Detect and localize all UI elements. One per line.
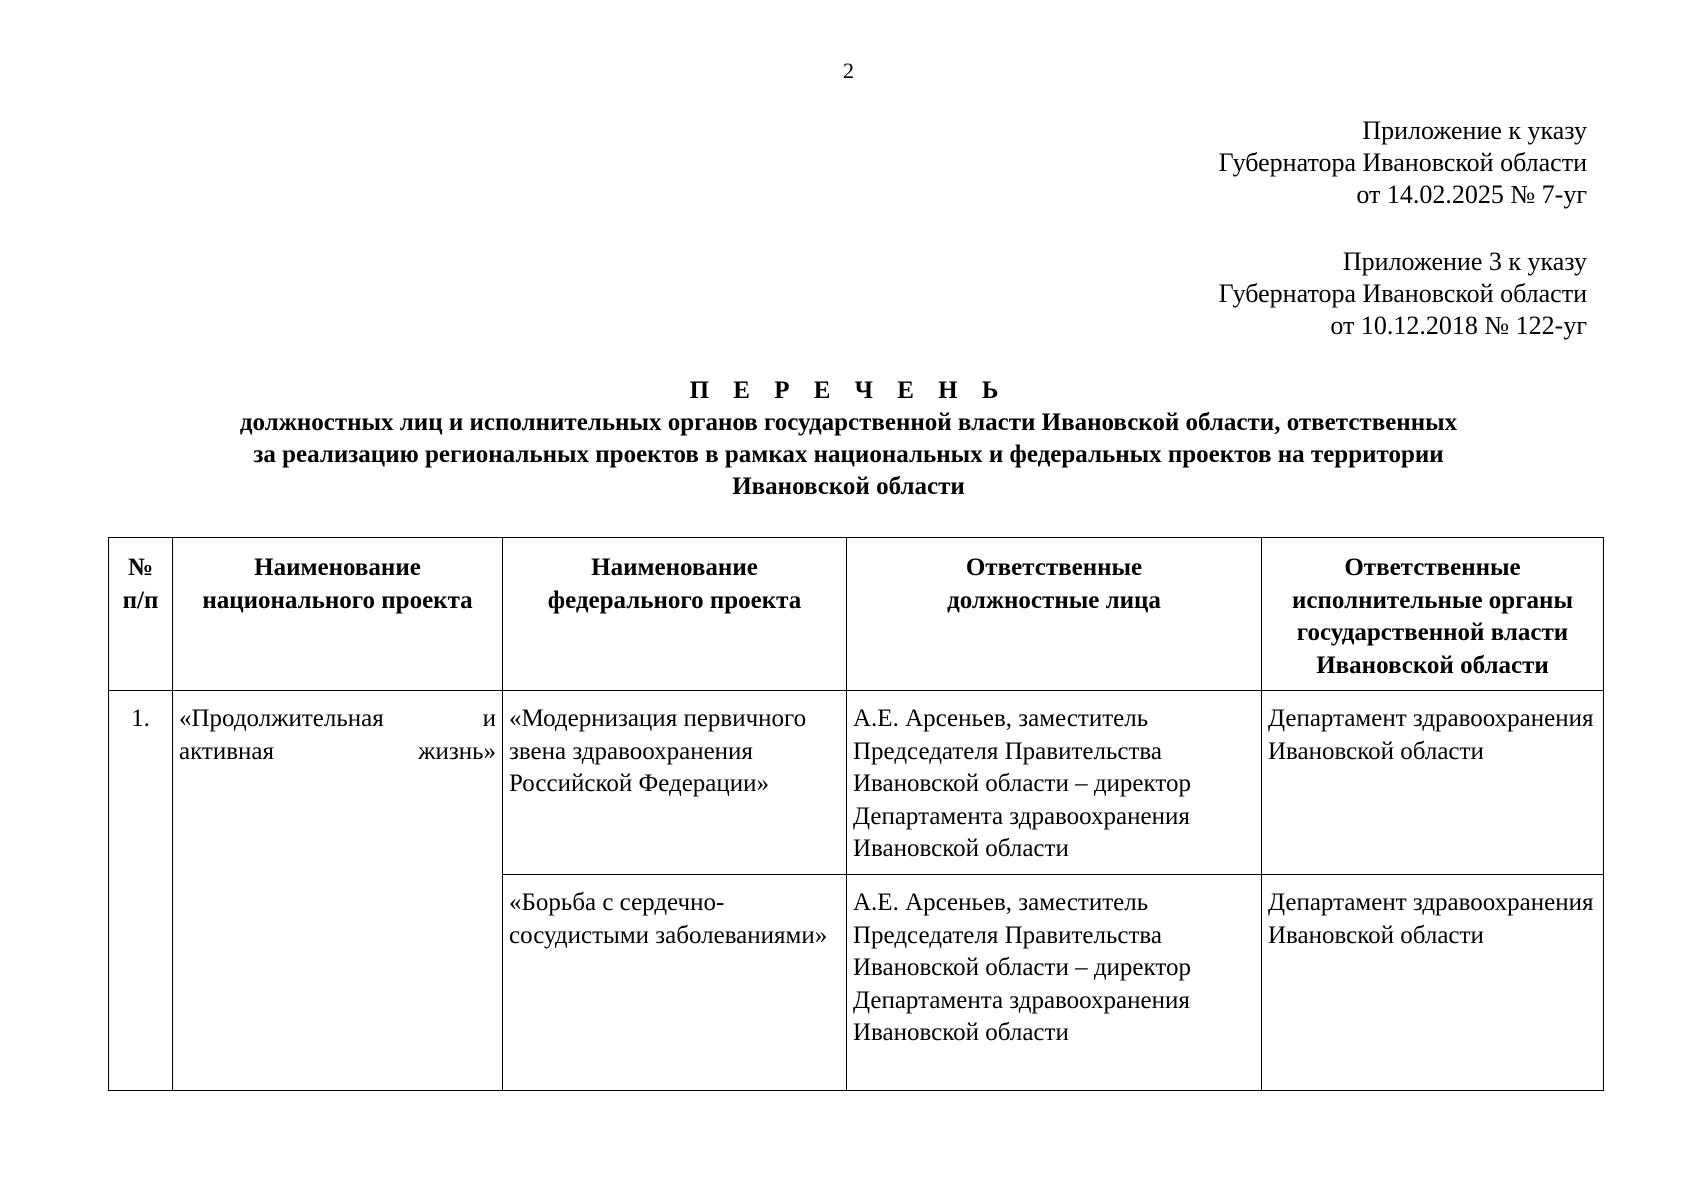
- header-num: [109, 538, 173, 691]
- document-subtitle-line2: за реализацию региональных проектов в рамках национальных и федеральных проектов на территории: [253, 441, 1444, 468]
- header-officials-line1: Ответственные: [965, 554, 1143, 581]
- appendix-original-line2: Губернатора Ивановской области: [1218, 279, 1587, 308]
- table-header-row: [109, 538, 1604, 691]
- document-title: П Е Р Е Ч Е Н Ь: [689, 377, 1008, 404]
- responsible-bodies-cell: Департамент здравоохранения Ивановской области: [1262, 875, 1604, 1091]
- row-number: 1.: [109, 691, 173, 1091]
- header-responsible-officials: [847, 538, 1262, 691]
- appendix-original-line3: от 10.12.2018 № 122-уг: [1330, 311, 1587, 340]
- document-subtitle-line3: Ивановской области: [732, 473, 965, 500]
- appendix-current-line3: от 14.02.2025 № 7-уг: [1356, 180, 1587, 209]
- header-federal-project: [503, 538, 847, 691]
- national-project-cell: «Продолжительная и активная жизнь»: [173, 691, 503, 1091]
- header-num-line1: №: [127, 554, 154, 581]
- header-bodies-line4: Ивановской области: [1316, 651, 1549, 679]
- responsible-bodies-cell: Департамент здравоохранения Ивановской области: [1262, 691, 1604, 875]
- title-block: [100, 375, 1597, 503]
- document-subtitle-line1: должностных лиц и исполнительных органов государственной власти Ивановской области, ответственных: [239, 409, 1458, 436]
- header-federal-line1: Наименование: [591, 554, 758, 581]
- header-national-line1: Наименование: [254, 554, 421, 581]
- projects-table: [108, 537, 1604, 1091]
- appendix-current-line2: Губернатора Ивановской области: [1218, 148, 1587, 177]
- header-officials-line2: должностные лица: [947, 586, 1161, 614]
- header-bodies-line2: исполнительные органы: [1292, 586, 1573, 614]
- header-federal-line2: федерального проекта: [547, 586, 802, 614]
- header-bodies-line1: Ответственные: [1344, 554, 1521, 581]
- page-number: 2: [843, 58, 854, 83]
- appendix-current: [1219, 115, 1587, 211]
- header-bodies-line3: государственной власти: [1296, 619, 1569, 646]
- header-num-line2: п/п: [122, 586, 159, 614]
- federal-project-cell: «Модернизация первичного звена здравоохранения Российской Федерации»: [503, 691, 847, 875]
- responsible-officials-cell: А.Е. Арсеньев, заместитель Председателя Правительства Ивановской области – директор Департамента здравоохранения Ивановской области: [847, 691, 1262, 875]
- header-responsible-bodies: [1262, 538, 1604, 691]
- responsible-officials-cell: А.Е. Арсеньев, заместитель Председателя Правительства Ивановской области – директор Департамента здравоохранения Ивановской области: [847, 875, 1262, 1091]
- federal-project-cell: «Борьба с сердечно-сосудистыми заболеваниями»: [503, 875, 847, 1091]
- appendix-current-line1: Приложение к указу: [1362, 116, 1587, 145]
- appendix-original-line1: Приложение 3 к указу: [1342, 247, 1587, 276]
- appendix-original: [1219, 246, 1587, 342]
- header-national-line2: национального проекта: [202, 586, 473, 614]
- header-national-project: [173, 538, 503, 691]
- table-row: [109, 691, 1604, 875]
